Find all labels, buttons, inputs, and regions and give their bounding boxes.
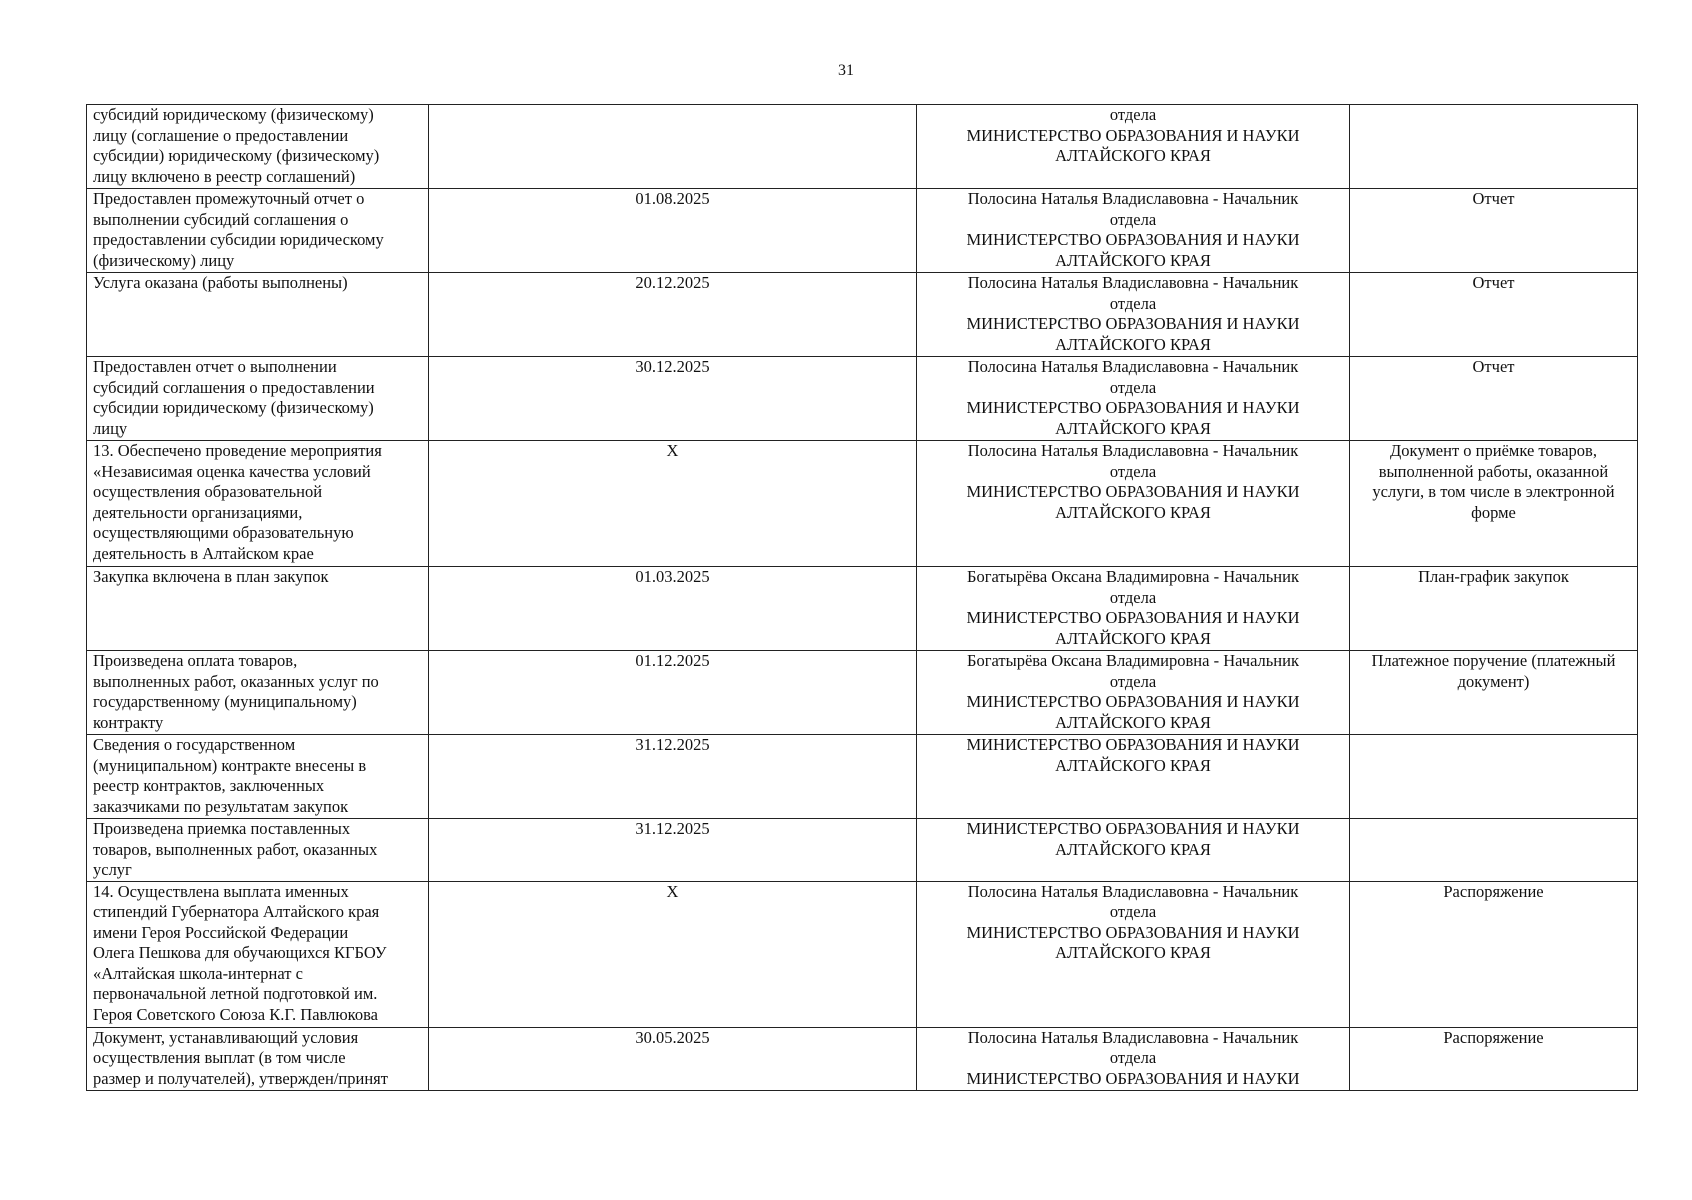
event-line: государственному (муниципальному) (93, 692, 357, 711)
document-line: Документ о приёмке товаров, (1390, 441, 1597, 460)
event-line: заказчиками по результатам закупок (93, 796, 349, 816)
date-cell (429, 357, 917, 441)
document-line: выполненной работы, оказанной (1378, 461, 1609, 481)
responsible-line: АЛТАЙСКОГО КРАЯ (1055, 712, 1211, 732)
event-line: выполнении субсидий соглашения о (93, 209, 349, 229)
responsible-line: АЛТАЙСКОГО КРАЯ (1055, 146, 1211, 165)
event-cell (87, 651, 429, 735)
document-line: Платежное поручение (платежный (1371, 651, 1616, 670)
responsible-line: МИНИСТЕРСТВО ОБРАЗОВАНИЯ И НАУКИ (966, 125, 1300, 145)
responsible-cell (917, 1027, 1350, 1090)
event-line: Героя Советского Союза К.Г. Павлюкова (93, 1004, 378, 1024)
document-cell (1350, 1027, 1638, 1090)
responsible-line: Полосина Наталья Владиславовна - Начальник (967, 273, 1299, 292)
event-cell (87, 735, 429, 819)
responsible-cell (917, 567, 1350, 651)
responsible-line: Богатырёва Оксана Владимировна - Начальник (967, 651, 1299, 670)
responsible-line: Полосина Наталья Владиславовна - Начальник (967, 357, 1299, 376)
event-line: субсидий юридическому (физическому) (93, 105, 374, 124)
plan-table (86, 104, 1638, 1091)
date-value: 20.12.2025 (635, 273, 710, 292)
responsible-line: МИНИСТЕРСТВО ОБРАЗОВАНИЯ И НАУКИ (966, 1068, 1300, 1088)
date-cell (429, 881, 917, 1027)
responsible-line: АЛТАЙСКОГО КРАЯ (1055, 502, 1211, 522)
date-cell (429, 651, 917, 735)
responsible-line: отдела (1109, 293, 1157, 313)
table-row (87, 819, 1638, 882)
event-line: выполненных работ, оказанных услуг по (93, 671, 379, 691)
responsible-line: АЛТАЙСКОГО КРАЯ (1055, 418, 1211, 438)
responsible-cell (917, 441, 1350, 567)
responsible-line: МИНИСТЕРСТВО ОБРАЗОВАНИЯ И НАУКИ (966, 314, 1300, 333)
table-row (87, 441, 1638, 567)
responsible-cell (917, 881, 1350, 1027)
responsible-line: МИНИСТЕРСТВО ОБРАЗОВАНИЯ И НАУКИ (966, 482, 1300, 501)
responsible-cell (917, 357, 1350, 441)
document-line: документ) (1457, 671, 1530, 691)
table-row (87, 273, 1638, 357)
responsible-line: Полосина Наталья Владиславовна - Начальник (967, 1027, 1299, 1047)
event-line: субсидии юридическому (физическому) (93, 398, 374, 417)
event-cell (87, 819, 429, 882)
event-line: субсидий соглашения о предоставлении (93, 377, 375, 397)
document-line: Распоряжение (1443, 881, 1544, 901)
date-value: X (666, 441, 679, 460)
table-row (87, 567, 1638, 651)
event-cell (87, 357, 429, 441)
event-line: Произведена приемка поставленных (93, 819, 351, 838)
event-line: (физическому) лицу (93, 250, 235, 270)
table-row (87, 105, 1638, 189)
event-line: субсидии) юридическому (физическому) (93, 146, 380, 165)
table-row (87, 881, 1638, 1027)
responsible-line: АЛТАЙСКОГО КРАЯ (1055, 250, 1211, 270)
table-row (87, 189, 1638, 273)
event-cell (87, 881, 429, 1027)
event-line: размер и получателей), утвержден/принят (93, 1068, 388, 1088)
responsible-cell (917, 651, 1350, 735)
document-cell (1350, 357, 1638, 441)
date-cell (429, 735, 917, 819)
responsible-line: Полосина Наталья Владиславовна - Начальник (967, 441, 1299, 460)
responsible-cell (917, 105, 1350, 189)
event-line: Услуга оказана (работы выполнены) (93, 273, 348, 292)
date-cell (429, 441, 917, 567)
responsible-line: Богатырёва Оксана Владимировна - Начальник (967, 567, 1299, 586)
date-value: X (666, 881, 679, 901)
date-value: 31.12.2025 (635, 735, 710, 754)
event-line: Предоставлен отчет о выполнении (93, 357, 337, 376)
event-line: 14. Осуществлена выплата именных (93, 881, 349, 901)
event-line: Сведения о государственном (93, 735, 296, 754)
event-line: осуществления образовательной (93, 482, 323, 501)
event-line: товаров, выполненных работ, оказанных (93, 839, 378, 859)
responsible-line: отдела (1109, 209, 1157, 229)
event-line: услуг (93, 860, 132, 879)
event-line: Предоставлен промежуточный отчет о (93, 189, 365, 208)
date-value: 01.03.2025 (635, 567, 710, 586)
responsible-line: Полосина Наталья Владиславовна - Начальник (967, 881, 1299, 901)
event-line: реестр контрактов, заключенных (93, 776, 325, 795)
event-line: осуществления выплат (в том числе (93, 1048, 346, 1067)
event-cell (87, 189, 429, 273)
responsible-line: МИНИСТЕРСТВО ОБРАЗОВАНИЯ И НАУКИ (966, 922, 1300, 942)
date-cell (429, 567, 917, 651)
date-value: 30.12.2025 (635, 357, 710, 376)
responsible-line: отдела (1109, 587, 1157, 607)
responsible-line: отдела (1109, 377, 1157, 397)
event-cell (87, 567, 429, 651)
date-cell (429, 819, 917, 882)
event-line: лицу (93, 418, 128, 438)
responsible-line: МИНИСТЕРСТВО ОБРАЗОВАНИЯ И НАУКИ (966, 692, 1300, 711)
event-line: Закупка включена в план закупок (93, 567, 329, 586)
document-cell (1350, 819, 1638, 882)
table-row (87, 357, 1638, 441)
document-cell (1350, 651, 1638, 735)
date-value: 01.08.2025 (635, 189, 710, 208)
event-line: «Независимая оценка качества условий (93, 461, 371, 481)
table-row (87, 651, 1638, 735)
date-value: 01.12.2025 (635, 651, 710, 670)
document-line: Распоряжение (1443, 1027, 1544, 1047)
document-cell (1350, 567, 1638, 651)
event-line: имени Героя Российской Федерации (93, 922, 349, 942)
document-line: услуги, в том числе в электронной (1372, 482, 1615, 501)
date-cell (429, 189, 917, 273)
event-cell (87, 441, 429, 567)
event-line: Документ, устанавливающий условия (93, 1027, 359, 1047)
plan-table-body (87, 105, 1638, 1091)
date-value: 30.05.2025 (635, 1027, 710, 1047)
event-line: Произведена оплата товаров, (93, 651, 298, 670)
event-line: осуществляющими образовательную (93, 523, 354, 542)
date-cell (429, 273, 917, 357)
responsible-line: МИНИСТЕРСТВО ОБРАЗОВАНИЯ И НАУКИ (966, 819, 1300, 838)
event-line: стипендий Губернатора Алтайского края (93, 902, 380, 921)
date-value: 31.12.2025 (635, 819, 710, 838)
event-line: предоставлении субсидии юридическому (93, 230, 384, 249)
event-cell (87, 1027, 429, 1090)
responsible-line: МИНИСТЕРСТВО ОБРАЗОВАНИЯ И НАУКИ (966, 608, 1300, 627)
document-cell (1350, 273, 1638, 357)
responsible-line: отдела (1109, 1048, 1157, 1067)
responsible-cell (917, 735, 1350, 819)
event-line: лицу (соглашение о предоставлении (93, 125, 349, 145)
document-line: Отчет (1472, 189, 1515, 208)
document-cell (1350, 735, 1638, 819)
responsible-cell (917, 273, 1350, 357)
table-row (87, 735, 1638, 819)
document-line: Отчет (1472, 273, 1515, 292)
document-line: форме (1471, 502, 1516, 522)
responsible-line: отдела (1109, 902, 1157, 921)
event-line: контракту (93, 712, 164, 732)
event-line: деятельность в Алтайском крае (93, 543, 314, 563)
document-cell (1350, 189, 1638, 273)
responsible-cell (917, 819, 1350, 882)
document-cell (1350, 441, 1638, 567)
responsible-line: отдела (1109, 671, 1157, 691)
document-line: Отчет (1472, 357, 1515, 376)
event-line: лицу включено в реестр соглашений) (93, 166, 356, 186)
event-cell (87, 105, 429, 189)
responsible-line: отдела (1109, 105, 1157, 124)
event-line: деятельности организациями, (93, 502, 303, 522)
responsible-line: Полосина Наталья Владиславовна - Начальник (967, 189, 1299, 208)
responsible-line: АЛТАЙСКОГО КРАЯ (1055, 628, 1211, 648)
event-line: «Алтайская школа-интернат с (93, 963, 303, 983)
document-line: План-график закупок (1418, 567, 1569, 586)
page-number: 31 (838, 62, 854, 79)
event-cell (87, 273, 429, 357)
responsible-line: отдела (1109, 461, 1157, 481)
responsible-cell (917, 189, 1350, 273)
responsible-line: МИНИСТЕРСТВО ОБРАЗОВАНИЯ И НАУКИ (966, 398, 1300, 417)
responsible-line: АЛТАЙСКОГО КРАЯ (1055, 755, 1211, 775)
responsible-line: МИНИСТЕРСТВО ОБРАЗОВАНИЯ И НАУКИ (966, 735, 1300, 754)
responsible-line: АЛТАЙСКОГО КРАЯ (1055, 334, 1211, 354)
event-line: первоначальной летной подготовкой им. (93, 984, 378, 1003)
date-cell (429, 1027, 917, 1090)
event-line: (муниципальном) контракте внесены в (93, 755, 367, 775)
document-cell (1350, 105, 1638, 189)
responsible-line: МИНИСТЕРСТВО ОБРАЗОВАНИЯ И НАУКИ (966, 230, 1300, 249)
event-line: 13. Обеспечено проведение мероприятия (93, 441, 382, 460)
table-row (87, 1027, 1638, 1090)
event-line: Олега Пешкова для обучающихся КГБОУ (93, 943, 387, 962)
responsible-line: АЛТАЙСКОГО КРАЯ (1055, 943, 1211, 962)
date-cell (429, 105, 917, 189)
responsible-line: АЛТАЙСКОГО КРАЯ (1055, 839, 1211, 859)
document-cell (1350, 881, 1638, 1027)
